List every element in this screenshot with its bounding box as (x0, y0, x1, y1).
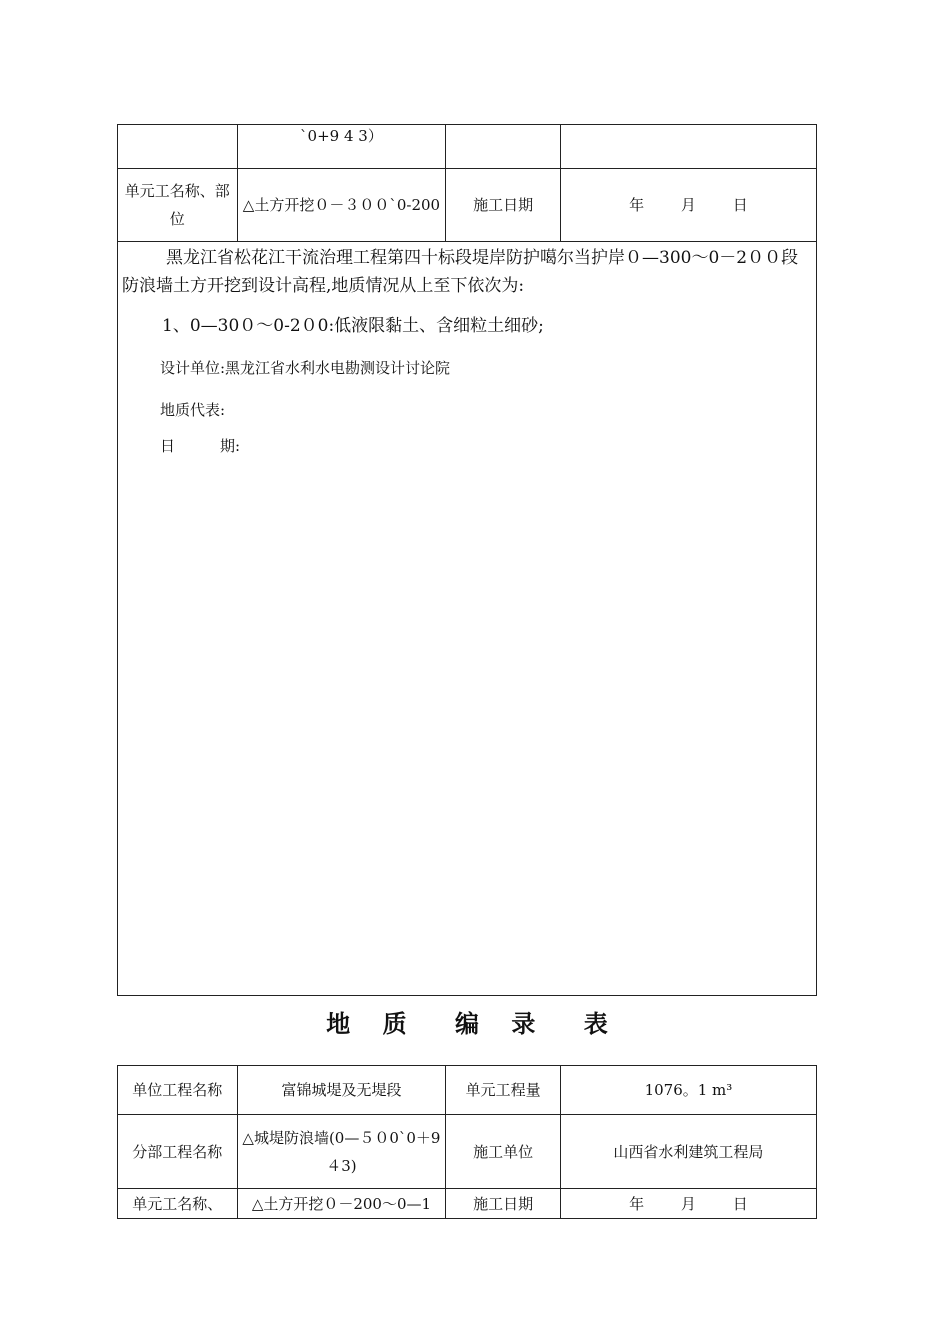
construction-unit-value: 山西省水利建筑工程局 (560, 1115, 816, 1189)
unit-name-value: △土方开挖０－３００`0-200 (237, 169, 446, 242)
title-char: 表 (583, 1009, 608, 1038)
project-name-value: 富锦城堤及无堤段 (237, 1066, 446, 1115)
table-row (118, 1066, 817, 1115)
title-char: 质 (382, 1009, 407, 1038)
stratum-item-1: 1、0—30０～0-2０0:低液限黏土、含细粒土细砂; (162, 316, 544, 336)
construction-date-value (560, 169, 816, 242)
table-cell (560, 125, 816, 169)
page-title (117, 1004, 817, 1039)
project-name-label: 单位工程名称 (118, 1066, 238, 1115)
geology-description-cell (118, 242, 817, 996)
geology-record-table-top (117, 124, 817, 996)
table-row (118, 242, 817, 996)
table-row (118, 125, 817, 169)
geology-representative: 地质代表: (160, 401, 226, 419)
date-year: 年 (629, 196, 645, 214)
construction-unit-label: 施工单位 (446, 1115, 560, 1189)
date-month: 月 (680, 196, 696, 214)
signature-date: 日 期: (160, 437, 241, 455)
construction-date-value (560, 1189, 816, 1219)
date-day: 日 (732, 196, 748, 214)
title-char: 地 (326, 1009, 351, 1038)
design-unit: 设计单位:黑龙江省水利水电勘测设计讨论院 (160, 359, 451, 377)
unit-quantity-value: 1076。1 m³ (560, 1066, 816, 1115)
title-char: 编 (455, 1009, 479, 1038)
date-month: 月 (680, 1194, 696, 1213)
unit-quantity-label: 单元工程量 (446, 1066, 560, 1115)
construction-date-label: 施工日期 (446, 169, 560, 242)
construction-date-label: 施工日期 (446, 1189, 560, 1219)
table-row (118, 1189, 817, 1219)
table-cell (118, 125, 238, 169)
unit-name-label: 单元工名称、部位 (118, 169, 238, 242)
unit-name-label: 单元工名称、 (118, 1189, 238, 1219)
title-char: 录 (511, 1009, 536, 1038)
unit-name-value: △土方开挖０－200～0—1 (237, 1189, 446, 1219)
station-range-continued: `0+9 4 3） (237, 125, 446, 169)
table-row (118, 1115, 817, 1189)
table-cell (446, 125, 560, 169)
subproject-name-label: 分部工程名称 (118, 1115, 238, 1189)
date-year: 年 (629, 1194, 645, 1213)
subproject-name-value: △城堤防浪墙(0—５０0`0＋9４3) (237, 1115, 446, 1189)
table-row (118, 169, 817, 242)
date-day: 日 (732, 1194, 748, 1213)
geology-description: 黑龙江省松花江干流治理工程第四十标段堤岸防护噶尔当护岸０—300～0－2００段防浪墙土方开挖到设计高程,地质情况从上至下依次为: (122, 248, 799, 296)
geology-record-table-bottom (117, 1065, 817, 1219)
